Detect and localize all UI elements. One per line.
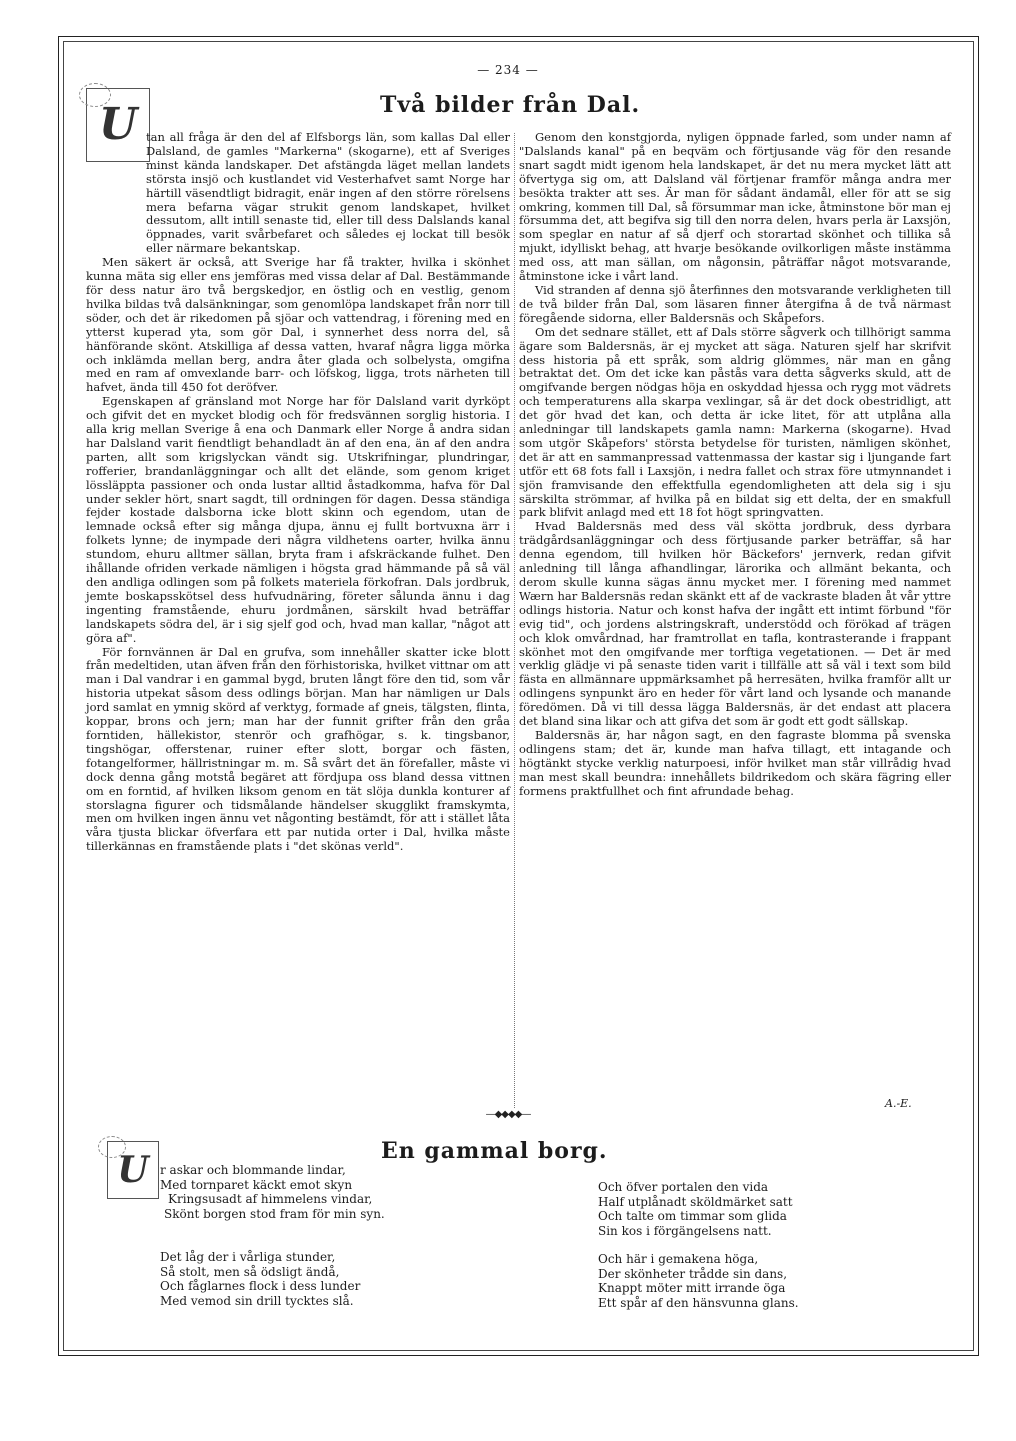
poem-title: En gammal borg. [381,1138,608,1164]
drop-cap-letter: U [117,1149,149,1191]
paragraph: Genom den konstgjorda, nyligen öppnade farled, som under namn af "Dalslands kanal" på en beqväm och förtjusande väg för den resande snart sagdt midt igenom hela landskapet, är det nu mera mycket lätt att öfvertyga sig om, att Dalsland väl förtjenar framför många andra mer besökta trakter att ses. Är man för sådant ändamål, eller för att se sig omkring, kommen till Dal, så försummar man icke, åtminstone bör man ej försumma det, att begifva sig till den norra delen, hvars perla är Laxsjön, som speglar en natur af så djerf och storartad skönhet och tillika så mjukt, idylliskt behag, att hvarje besökande ovilkorligen måste instämma med oss, att man sällan, om någonsin, påträffar något motsvarande, åtminstone icke i vårt land. [519,130,951,284]
ornamental-initial-u-poem [107,1141,159,1199]
verse-line: Knappt möter mitt irrande öga [598,1281,786,1295]
poem-stanza-2 [160,1250,360,1308]
paragraph: Hvad Baldersnäs med dess väl skötta jordbruk, dess dyrbara trädgårdsanläggningar och dess förtjusande parker beträffar, så har denna egendom, till hvilken hör Bäckefors' jernverk, redan gifvit anledning till långa afhandlingar, lärorika och allmänt bekanta, och derom skulle kunna sägas ännu mycket mer. I förening med nammet Wærn har Baldersnäs redan skänkt ett af de vackraste bladen åt vår yttre odlings historia. Natur och konst hafva der ingått ett intimt förbund "för evig tid", och jordens alstringskraft, understödd och förökad af trägen och klok omvårdnad, har framtrollat en tafla, kontrasterande i frappant skönhet mot den omgifvande mer torftiga vegetationen. — Det är med verklig glädje vi på senaste tiden varit i tillfälle att så väl i text som bild fästa en allmännare uppmärksamhet på herresäten, hvilka framför allt ur odlingens synpunkt äro en heder för vårt land och lysande och manande föredömen. Då vi till dessa lägga Baldersnäs, är det endast att placera det bland sina likar och att gifva det som är godt ett godt sällskap. [519,519,951,729]
verse-line: r askar och blommande lindar, [160,1163,346,1177]
poem-stanza-4 [598,1252,799,1310]
article-right-column [519,131,951,799]
article-title: Två bilder från Dal. [380,92,641,118]
paragraph: Egenskapen af gränsland mot Norge har för Dalsland varit dyrköpt och gifvit det en mycket blodig och för fredsvännen sorglig historia. I alla krig mellan Sverige å ena och Danmark eller Norge å andra sidan har Dalsland varit fiendtligt behandladt än af den ena, än af den andra parten, allt som krigslyckan vändt sig. Utskrifningar, plundringar, rofferier, brandanläggningar och allt det elände, som genom kriget lössläpptа passioner och onda lustar alltid åstadkomma, hafva för Dal under sekler hört, snart sagdt, till ordningen för dagen. Dessa ständiga fejder kostade dalsborna icke blott skinn och egendom, utan de lemnade också efter sig många djupa, ännu ej fullt bortvuxna ärr i folkets lynne; de inympade deri några vildhetens oarter, hvilka ännu stundom, ehuru alltmer sällan, bryta fram i afskräckande fulhet. Den ihållande ofriden verkade nämligen i högsta grad hämmande på så väl den andliga odlingen som på folkets materiela förkofran. Dals jordbruk, jemte boskapsskötsel dess hufvudnäring, företer sålunda ännu i dag ingenting framstående, ehuru jordmånen, särskilt hvad beträffar landskapets södra del, är i sig sjelf god och, hvad man kallar, "något att göra af". [86,394,510,645]
article-left-column [86,131,510,854]
verse-line: Kringsusadt af himmelens vindar, [168,1192,373,1206]
paragraph: Vid stranden af denna sjö återfinnes den motsvarande verkligheten till de två bilder från Dal, som läsaren finner återgifna å de två närmast föregående sidorna, eller Baldersnäs och Skåpefors. [519,282,951,325]
paragraph: Om det sednare stället, ett af Dals större sågverk och tillhörigt samma ägare som Baldersnäs, är ej mycket att säga. Naturen sjelf har skrifvit dess historia på ett språk, som aldrig glömmes, när man en gång betraktat det. Om det icke kan påstås vara detta sågverks skuld, att de omgifvande bergen nödgas höja en oskyddad hjessa och rygg mot vädrets och temperaturens alla skarpa vexlingar, så är det dock obestridligt, att det gör hvad det kan, och detta är icke litet, för att utplåna alla anledningar till landskapets gamla namn: Markerna (skogarne). Hvad som utgör Skåpefors' största betydelse för turisten, nämligen skönhet, det är att en sammanpressad vattenmassa der kastar sig i ljungande fart utför ett 68 fots fall i Laxsjön, i nedra fallet och strax före utmynnandet i sjön framvisande den effektfulla egendomligheten att dela sig i sju särskilta strömmar, af hvilka på en bildat sig ett delta, der en smakfull park blifvit anlagd med ett 18 fot högt springvatten. [519,324,951,520]
paragraph: Baldersnäs är, har någon sagt, en den fagraste blomma på svenska odlingens stam; det är, kunde man hafva tillagt, ett intagande och högtänkt stycke verklig naturpoesi, inför hvilket man står villrådig hvad man mest skall beundra: innehållets bildrikedom och skära fägring eller formens praktfullhet och fint afrundade behag. [519,727,951,798]
verse-line: Med vemod sin drill tycktes slå. [160,1293,354,1308]
verse-line: Det låg der i vårliga stunder, [160,1250,336,1264]
paragraph: tan all fråga är den del af Elfsborgs län, som kallas Dal eller Dalsland, de gamles "Markerna" (skogarne), ett af Sveriges minst kända landskaper. Det afstängda läget mellan landets största insjö och kustlandet vid Vesterhafvet samt Norge har härtill väsendtligt bidragit, enär ingen af den större rörelsens mera befarna vägar strukit genom landskapet, hvilket dessutom, allt intill senaste tid, eller till dess Dalslands kanal öppnades, varit svårbefaret och således ej lockat till besök eller närmare bekantskap. [146,130,510,256]
verse-line: Och talte om timmar som glida [598,1209,787,1223]
verse-line: Med tornparet käckt emot skyn [160,1177,353,1192]
verse-line: Och här i gemakena höga, [598,1252,759,1266]
flourish-ornament [79,83,111,107]
column-divider [514,133,515,1108]
verse-line: Skönt borgen stod fram för min syn. [164,1206,385,1221]
flourish-ornament [98,1136,126,1158]
section-divider: —◆◆◆◆— [485,1109,531,1120]
drop-cap-letter: U [98,99,138,150]
verse-line: Sin kos i förgängelsens natt. [598,1223,772,1238]
page-number: — 234 — [477,63,539,77]
verse-line: Och öfver portalen den vida [598,1180,769,1194]
verse-line: Så stolt, men så ödsligt ändå, [160,1264,340,1279]
poem-stanza-1 [160,1163,385,1221]
verse-line: Der skönheter trådde sin dans, [598,1266,788,1281]
verse-line: Ett spår af den hänsvunna glans. [598,1295,799,1310]
paragraph: Men säkert är också, att Sverige har få trakter, hvilka i skönhet kunna mäta sig eller ens jemföras med vissa delar af Dal. Bestämmande för dess natur äro två bergskedjor, en östlig och en vestlig, genom hvilka bildas två dalsänkningar, som genomlöpa landskapet från norr till söder, och det är rikedomen på sjöar och vattendrag, i förening med en ytterst kuperad yta, som gör Dal, i synnerhet dess norra del, så hänförande skönt. Atskilliga af dessa vatten, hvaraf några ligga mörka och inklämda mellan berg, andra åter glada och solbelysta, omgifna med en ram af omvexlande barr- och löfskog, ligga, trots närheten till hafvet, ända till 450 fot deröfver. [86,255,510,395]
verse-line: Och fåglarnes flock i dess lunder [160,1279,361,1293]
verse-line: Half utplånadt sköldmärket satt [598,1194,793,1209]
author-signature: A.-E. [885,1097,912,1110]
paragraph: För fornvännen är Dal en grufva, som innehåller skatter icke blott från medeltiden, utan äfven från den förhistoriska, hvilket vittnar om att man i Dal vandrar i en gammal bygd, bruten långt före den tid, som vår historia utpekat såsom dess odlings början. Man har nämligen ur Dals jord samlat en ymnig skörd af verktyg, formade af gneis, tälgsten, flinta, koppar, brons och jern; man har der funnit grifter från den gråa forntiden, hällekistor, stenrör och grafhögar, s. k. tingsbanor, tingshögar, offerstenar, ruiner efter slott, borgar och fästen, fotangelformer, hällristningar m. m. Så svårt det än förefaller, måste vi dock denna gång motstå begäret att fördjupa oss bland dessa vittnen om en forntid, af hvilken liksom genom en tät slöja dunkla konturer af storslagna figurer och tidsmålande händelser skugglikt framskymta, men om hvilken ingen ännu vet någonting bestämdt, för att i stället låta våra tjusta blickar öfverfara ett par nutida orter i Dal, hvilka måste tillerkännas en framstående plats i "det skönas verld". [86,644,510,854]
poem-stanza-3 [598,1180,793,1238]
